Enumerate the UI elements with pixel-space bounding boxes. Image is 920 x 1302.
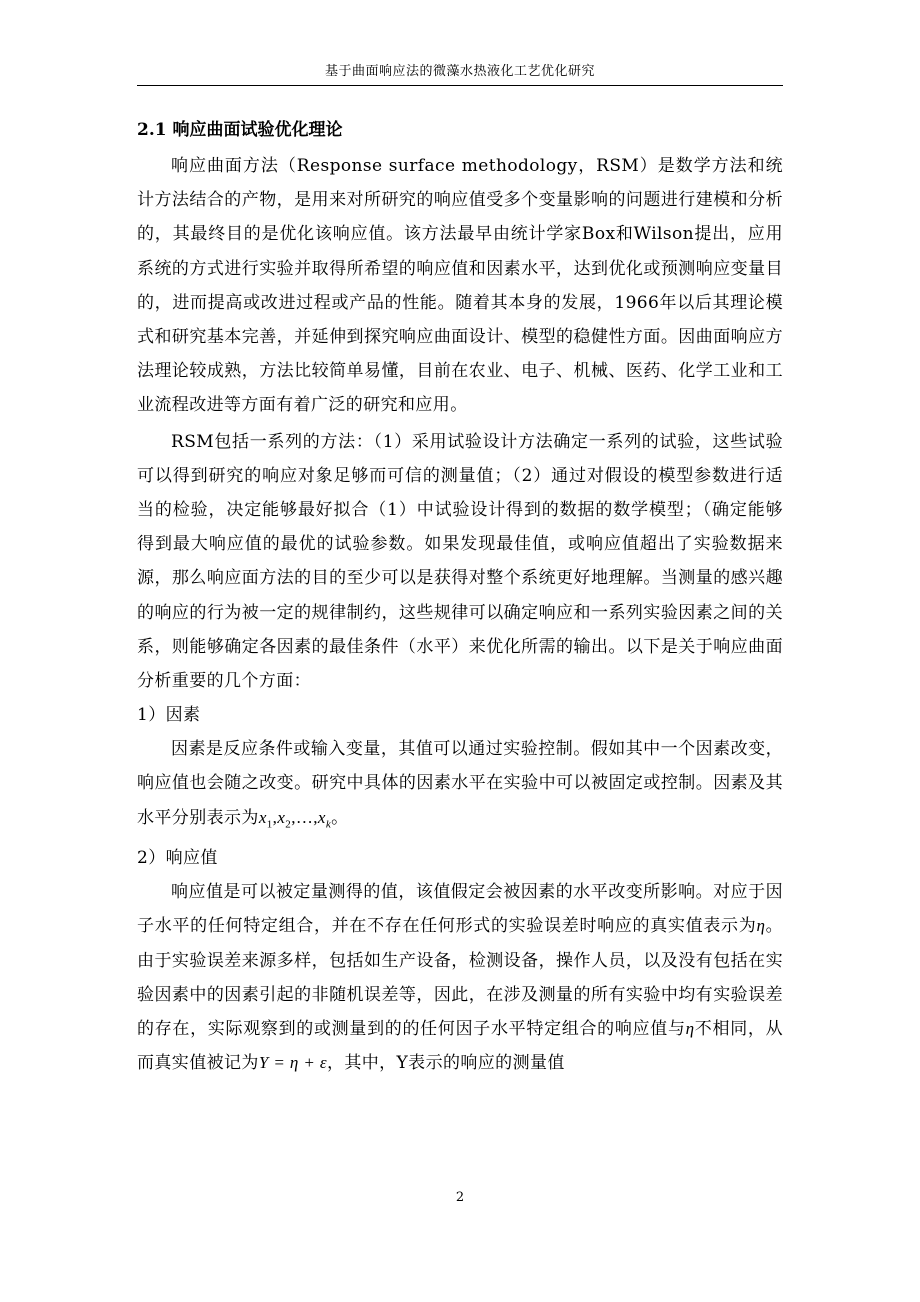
response-text-2: 。由于实验误差来源多样，包括如生产设备，检测设备，操作人员，以及没有包括在实验因素中的因素引起的非随机误差等，因此，在涉及测量的所有实验中均有实验误差的存在，实际观察到的或测量到的的任何因子水平特定组合的响应值与: [137, 916, 783, 1040]
paragraph-rsm-definition: 响应曲面方法（Response surface methodology，RSM）是数学方法和统计方法结合的产物，是用来对所研究的响应值受多个变量影响的问题进行建模和分析的，其最终目的是优化该响应值。该方法最早由统计学家Box和Wilson提出，应用系统的方式进行实验并取得所希望的响应值和因素水平，达到优化或预测响应变量目的，进而提高或改进过程或产品的性能。随着其本身的发展，1966年以后其理论模式和研究基本完善，并延伸到探究响应曲面设计、模型的稳健性方面。因曲面响应方法理论较成熟，方法比较简单易懂，目前在农业、电子、机械、医药、化学工业和工业流程改进等方面有着广泛的研究和应用。: [137, 156, 783, 416]
running-header: 基于曲面响应法的微藻水热液化工艺优化研究: [324, 64, 595, 79]
paragraph-factors: [137, 732, 783, 841]
section-title: 2.1 响应曲面试验优化理论: [137, 120, 343, 140]
page-body: [137, 111, 783, 1080]
factors-text-end: 。: [331, 807, 349, 828]
measurement-equation: Y = η + ε: [258, 1053, 327, 1073]
subheading-response: 2）响应值: [137, 848, 218, 869]
header-rule: [137, 85, 783, 86]
subheading-factors: 1）因素: [137, 705, 201, 726]
response-text-3: 不相同，从而真实值被记为: [137, 1019, 783, 1074]
response-text-4: ，其中，Y表示的响应的测量值: [326, 1053, 565, 1074]
paragraph-rsm-methods: RSM包括一系列的方法：（1）采用试验设计方法确定一系列的试验，这些试验可以得到研究的响应对象足够而可信的测量值；（2）通过对假设的模型参数进行适当的检验，决定能够最好拟合（1）中试验设计得到的数据的数学模型；（确定能够得到最大响应值的最优的试验参数。如果发现最佳值，或响应值超出了实验数据来源，那么响应面方法的目的至少可以是获得对整个系统更好地理解。当测量的感兴趣的响应的行为被一定的规律制约，这些规律可以确定响应和一系列实验因素之间的关系，则能够确定各因素的最佳条件（水平）来优化所需的输出。以下是关于响应曲面分析重要的几个方面：: [137, 431, 783, 692]
factor-variables-formula: $x_1,x_2,\dots,x_k$: [258, 807, 332, 831]
eta-symbol: η: [756, 916, 766, 936]
paragraph-response: [137, 875, 783, 1080]
page-number: 2: [455, 1190, 465, 1205]
eta-symbol: η: [685, 1019, 695, 1039]
response-text-1: 响应值是可以被定量测得的值，该值假定会被因素的水平改变所影响。对应于因子水平的任何特定组合，并在不存在任何形式的实验误差时响应的真实值表示为: [137, 882, 783, 937]
factors-text: 因素是反应条件或输入变量，其值可以通过实验控制。假如其中一个因素改变，响应值也会随之改变。研究中具体的因素水平在实验中可以被固定或控制。因素及其水平分别表示为: [137, 739, 783, 828]
